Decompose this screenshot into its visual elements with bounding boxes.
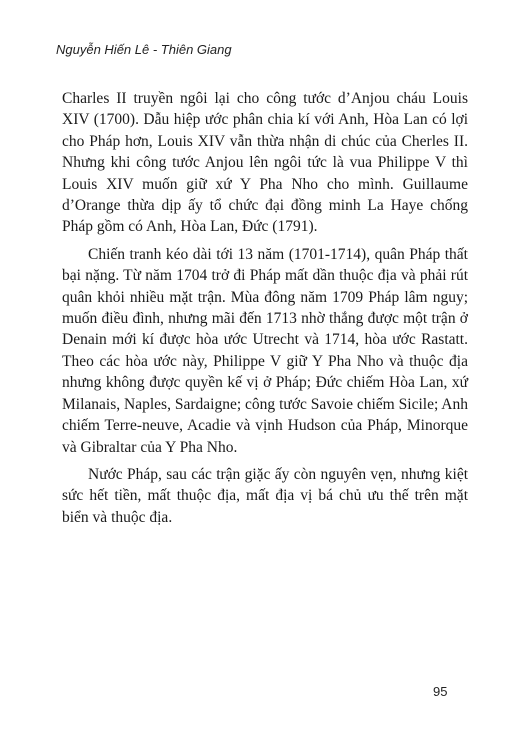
paragraph-1: Charles II truyền ngôi lại cho công tước d’Anjou cháu Louis XIV (1700). Dẫu hiệp ước phân chia kí với Anh, Hòa Lan có lợi cho Pháp hơn, Louis XIV vẫn thừa nhận di chúc của Cherles II. Nhưng khi công tước Anjou lên ngôi tức là vua Philippe V thì Louis XIV muốn giữ xứ Y Pha Nho cho mình. Guillaume d’Orange thừa dịp ấy tổ chức đại đồng minh La Haye chống Pháp gồm có Anh, Hòa Lan, Đức (1791). (62, 90, 468, 236)
paragraph-2: Chiến tranh kéo dài tới 13 năm (1701-1714), quân Pháp thất bại nặng. Từ năm 1704 trở đi Pháp mất dần thuộc địa và phải rút quân khỏi nhiều mặt trận. Mùa đông năm 1709 Pháp lâm nguy; muốn điều đình, nhưng mãi đến 1713 nhờ thắng được một trận ở Denain mới kí được hòa ước Utrecht và 1714, hòa ước Rastatt. Theo các hòa ước này, Philippe V giữ Y Pha Nho và thuộc địa nhưng không được quyền kế vị ở Pháp; Đức chiếm Hòa Lan, xứ Milanais, Naples, Sardaigne; công tước Savoie chiếm Sicile; Anh chiếm Terre-neuve, Acadie và vịnh Hudson của Pháp, Minorque và Gibraltar của Y Pha Nho. (62, 245, 468, 456)
running-header: Nguyễn Hiến Lê - Thiên Giang (56, 42, 232, 57)
page-number: 95 (433, 684, 448, 699)
paragraph-3: Nước Pháp, sau các trận giặc ấy còn nguyên vẹn, nhưng kiệt sức hết tiền, mất thuộc địa, mất địa vị bá chủ ưu thế trên mặt biển và thuộc địa. (62, 465, 468, 526)
main-text (62, 88, 468, 534)
